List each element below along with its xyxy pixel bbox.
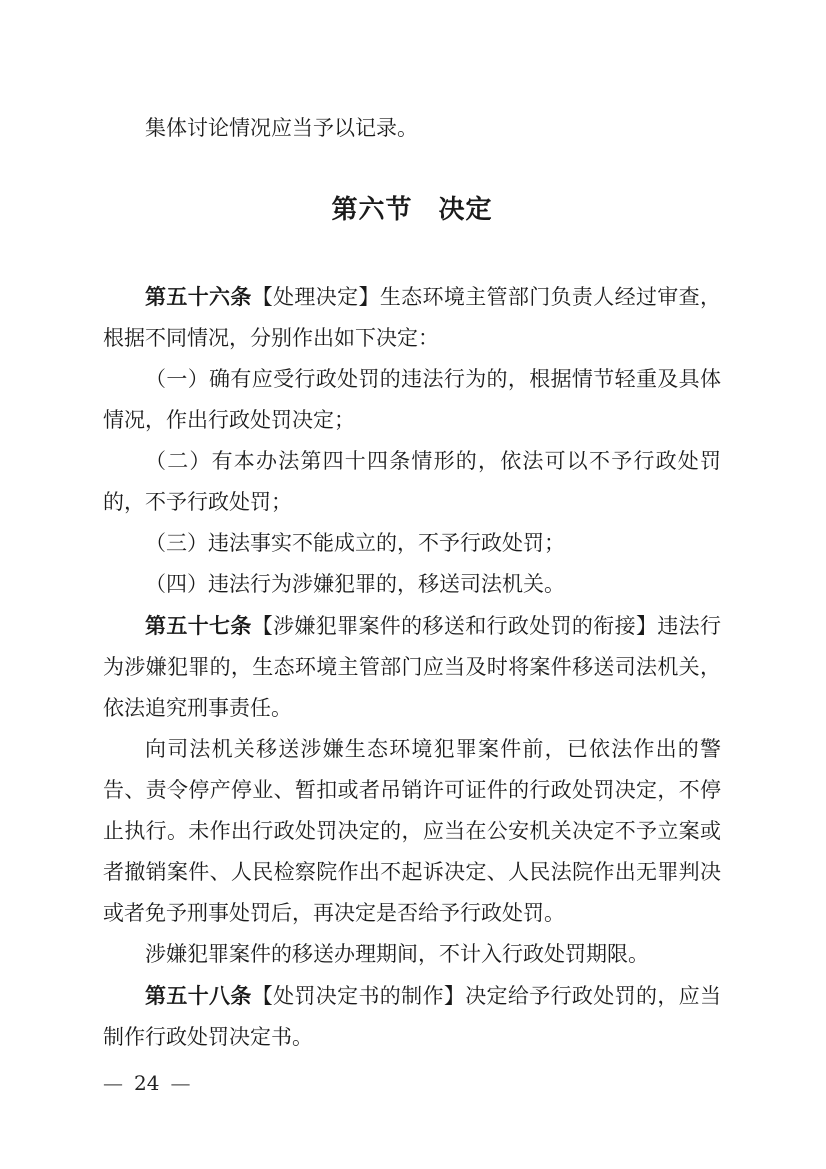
article-56-item-3-text: （三）违法事实不能成立的，不予行政处罚；: [145, 531, 565, 555]
footer-left-dash: —: [103, 1071, 123, 1095]
article-57-bracket-title: 【涉嫌犯罪案件的移送和行政处罚的衔接】: [251, 614, 658, 638]
article-56-item-2-text: （二）有本办法第四十四条情形的，依法可以不予行政处罚的，不予行政处罚；: [103, 449, 721, 514]
section-heading-title: 决定: [438, 195, 493, 225]
article-57-paragraph-3-text: 涉嫌犯罪案件的移送办理期间，不计入行政处罚期限。: [145, 942, 649, 966]
article-57-paragraph-3: [103, 934, 721, 975]
article-56-number: 第五十六条: [145, 284, 252, 309]
article-57-number: 第五十七条: [145, 613, 252, 638]
article-56-item-4: [103, 564, 721, 605]
article-56-item-3: [103, 523, 721, 564]
page-number: 24: [134, 1071, 160, 1095]
article-57-paragraph-2: [103, 729, 721, 934]
article-57-paragraph-2-text: 向司法机关移送涉嫌生态环境犯罪案件前，已依法作出的警告、责令停产停业、暂扣或者吊销许可证件的行政处罚决定，不停止执行。未作出行政处罚决定的，应当在公安机关决定不予立案或者撤销案件、人民检察院作出不起诉决定、人民法院作出无罪判决或者免予刑事处罚后，再决定是否给予行政处罚。: [103, 737, 721, 925]
article-57-intro: 违法行为涉嫌犯罪的，生态环境主管部门应当及时将案件移送司法机关，依法追究刑事责任。: [103, 614, 722, 720]
closing-paragraph: [103, 108, 721, 149]
article-58-number: 第五十八条: [145, 983, 252, 1008]
article-58-paragraph: [103, 975, 721, 1058]
closing-paragraph-text: 集体讨论情况应当予以记录。: [145, 116, 418, 140]
article-56-item-1-text: （一）确有应受行政处罚的违法行为的，根据情节轻重及具体情况，作出行政处罚决定；: [103, 367, 721, 432]
article-57-paragraph-1: [103, 605, 721, 729]
article-58-bracket-title: 【处罚决定书的制作】: [251, 984, 466, 1008]
article-56-paragraph: [103, 276, 721, 359]
article-56-bracket-title: 【处理决定】: [251, 285, 380, 309]
article-58-body: 决定给予行政处罚的，应当制作行政处罚决定书。: [103, 984, 722, 1049]
section-heading-number: 第六节: [331, 195, 413, 225]
page-footer: [103, 1071, 190, 1095]
section-heading: [103, 189, 721, 231]
article-56-item-1: [103, 359, 721, 441]
footer-right-dash: —: [170, 1071, 191, 1095]
article-56-item-4-text: （四）违法行为涉嫌犯罪的，移送司法机关。: [145, 572, 565, 596]
article-56-intro: 生态环境主管部门负责人经过审查，根据不同情况，分别作出如下决定：: [103, 285, 722, 350]
document-body: [103, 108, 721, 1058]
article-56-item-2: [103, 441, 721, 523]
